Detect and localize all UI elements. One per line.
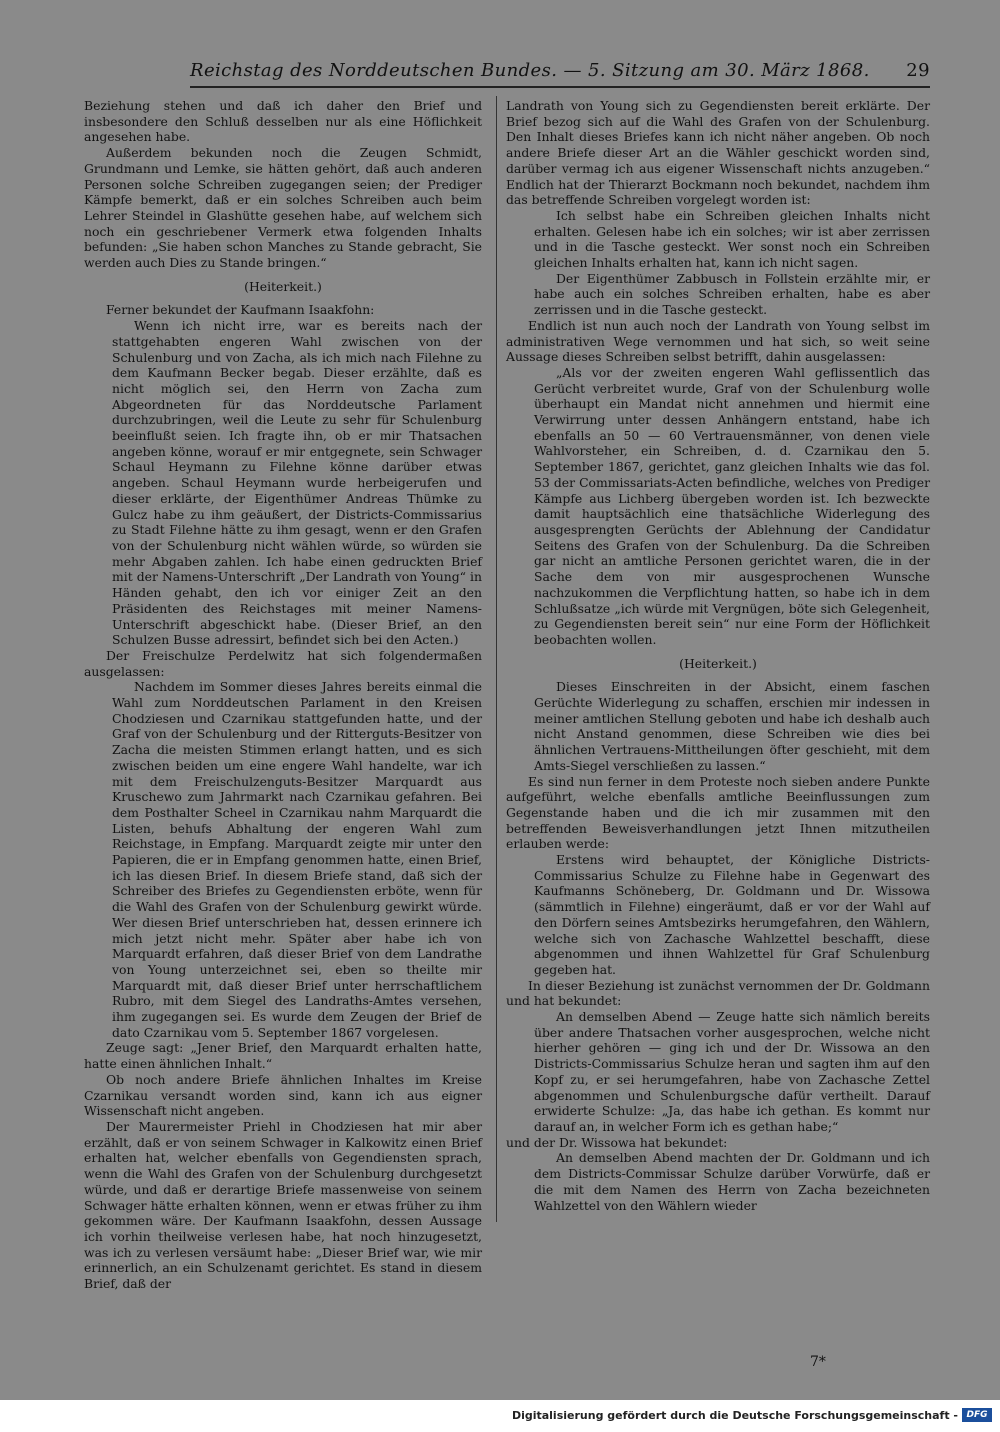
signature-mark: 7*	[810, 1354, 826, 1370]
paragraph: In dieser Beziehung ist zunächst vernommen der Dr. Goldmann und hat bekundet:	[506, 977, 930, 1009]
paragraph: Der Freischulze Perdelwitz hat sich folgendermaßen ausgelassen:	[84, 647, 482, 679]
running-header	[190, 58, 930, 84]
header-title: Reichstag des Norddeutschen Bundes. — 5. Sitzung am 30. März 1868.	[190, 60, 870, 81]
right-column	[506, 98, 930, 1213]
paragraph: An demselben Abend — Zeuge hatte sich nämlich bereits über andere Thatsachen vorher ausgesprochen, welche nicht hierher gehören — ging ich und der Dr. Wissowa an den Districts-Commissarius Schulze heran und sagten ihm auf den Kopf zu, er sei herumgefahren, habe von Zachasche Zettel abgenommen und Schulenburgsche dafür vertheilt. Darauf erwiderte Schulze: „Ja, das habe ich gethan. Es kommt nur darauf an, in welcher Form ich es gethan habe;“	[534, 1009, 930, 1134]
page-number: 29	[906, 60, 930, 81]
paragraph: An demselben Abend machten der Dr. Goldmann und ich dem Districts-Commissar Schulze darüber Vorwürfe, daß er die mit dem Namen des Herrn von Zacha bezeichneten Wahlzettel von den Wählern wieder	[534, 1150, 930, 1213]
dfg-logo: DFG	[962, 1408, 992, 1422]
paragraph: und der Dr. Wissowa hat bekundet:	[506, 1134, 728, 1150]
footer-credit: Digitalisierung gefördert durch die Deutsche Forschungsgemeinschaft -	[511, 1409, 958, 1422]
paragraph: Dieses Einschreiten in der Absicht, einem faschen Gerüchte Widerlegung zu schaffen, erschien mir indessen in meiner amtlichen Stellung geboten und habe ich deshalb auch nicht Anstand genommen, diese Schreiben wie dies bei ähnlichen Vertrauens-Mittheilungen öfter geschieht, mit dem Amts-Siegel verschließen zu lassen.“	[534, 679, 930, 773]
paragraph: Wenn ich nicht irre, war es bereits nach der stattgehabten engeren Wahl zwischen von der Schulenburg und von Zacha, als ich mich nach Filehne zu dem Kaufmann Becker begab. Dieser erzählte, daß es nicht möglich sei, den Herrn von Zacha zum Abgeordneten für das Norddeutsche Parlament durchzubringen, weil die Leute zu sehr für Schulenburg beeinflußt seien. Ich fragte ihn, ob er mir Thatsachen angeben könne, worauf er mir entgegnete, sein Schwager Schaul Heymann zu Filehne könne darüber etwas angeben. Schaul Heymann wurde herbeigerufen und dieser erklärte, der Eigenthümer Andreas Thümke zu Gulcz habe zu ihm geäußert, der Districts-Commissarius zu Stadt Filehne hätte zu ihm gesagt, wenn er den Grafen von der Schulenburg nicht wählen würde, so würden sie mehr Abgaben zahlen. Ich habe einen gedruckten Brief mit der Namens-Unterschrift „Der Landrath von Young“ in Händen gehabt, den ich vor einiger Zeit an den Präsidenten des Reichstages mit meiner Namens-Unterschrift abgeschickt habe. (Dieser Brief, an den Schulzen Busse adressirt, befindet sich bei den Acten.)	[112, 318, 482, 648]
paragraph: Es sind nun ferner in dem Proteste noch sieben andere Punkte aufgeführt, welche ebenfalls amtliche Beeinflussungen zum Gegenstande haben und die ich mir zusammen mit den betreffenden Beweisverhandlungen jetzt Ihnen mitzutheilen erlauben werde:	[506, 773, 930, 852]
paragraph: Ich selbst habe ein Schreiben gleichen Inhalts nicht erhalten. Gelesen habe ich ein solches; wir ist aber zerrissen und in die Tasche gesteckt. Wer sonst noch ein Schreiben gleichen Inhalts erhalten hat, kann ich nicht sagen.	[534, 207, 930, 271]
paragraph: Zeuge sagt: „Jener Brief, den Marquardt erhalten hatte, hatte einen ähnlichen Inhalt.“	[84, 1040, 482, 1072]
paragraph: Erstens wird behauptet, der Königliche Districts-Commissarius Schulze zu Filehne habe in Gegenwart des Kaufmanns Schöneberg, Dr. Goldmann und Dr. Wissowa (sämmtlich in Filehne) eingeräumt, daß er vor der Wahl auf den Dörfern seines Amtsbezirks herumgefahren, den Wählern, welche sich von Zachasche Wahlzettel beschafft, diese abgenommen und ihnen Wahlzettel für Graf Schulenburg gegeben hat.	[534, 852, 930, 977]
paragraph: Beziehung stehen und daß ich daher den Brief und insbesondere den Schluß desselben nur als eine Höflichkeit angesehen habe.	[84, 98, 482, 145]
paragraph: Landrath von Young sich zu Gegendiensten bereit erklärte. Der Brief bezog sich auf die Wahl des Grafen von der Schulenburg. Den Inhalt dieses Briefes kann ich nicht näher angeben. Ob noch andere Briefe dieser Art an die Wähler geschickt worden sind, darüber vermag ich aus eigener Wissenschaft nichts anzugeben.“ Endlich hat der Thierarzt Bockmann noch bekundet, nachdem ihm das betreffende Schreiben vorgelegt worden ist:	[506, 98, 930, 208]
paragraph: „Als vor der zweiten engeren Wahl geflissentlich das Gerücht verbreitet wurde, Graf von der Schulenburg wolle überhaupt ein Mandat nicht annehmen und hiermit eine Verwirrung unter dessen Anhängern entstand, habe ich ebenfalls an 50 — 60 Vertrauensmänner, von denen viele Wahlvorsteher, ein Schreiben, d. d. Czarnikau den 5. September 1867, gerichtet, ganz gleichen Inhalts wie das fol. 53 der Commissariats-Acten befindliche, welches von Prediger Kämpfe aus Lichberg übergeben worden ist. Ich bezweckte damit hauptsächlich eine thatsächliche Widerlegung des ausgesprengten Gerüchts der Ablehnung der Candidatur Seitens des Grafen von der Schulenburg. Da die Schreiben gar nicht an amtliche Personen gerichtet waren, die in der Sache dem von mir ausgesprochenen Wunsche nachzukommen die Verpflichtung hatten, so habe ich in dem Schlußsatze „ich würde mit Vergnügen, böte sich Gelegenheit, zu Gegendiensten bereit sein“ nur eine Form der Höflichkeit beobachten wollen.	[534, 364, 930, 647]
footer-bar	[0, 1400, 1000, 1432]
paragraph: Ob noch andere Briefe ähnlichen Inhaltes im Kreise Czarnikau versandt worden sind, kann ich aus eigner Wissenschaft nicht angeben.	[84, 1071, 482, 1119]
column-divider	[496, 96, 497, 1222]
paragraph: Der Eigenthümer Zabbusch in Follstein erzählte mir, er habe auch ein solches Schreiben erhalten, habe es aber zerrissen und in die Tasche gesteckt.	[534, 270, 930, 318]
paragraph: Ferner bekundet der Kaufmann Isaakfohn:	[106, 302, 375, 318]
paragraph: (Heiterkeit.)	[244, 278, 322, 294]
paragraph: Nachdem im Sommer dieses Jahres bereits einmal die Wahl zum Norddeutschen Parlament in den Kreisen Chodziesen und Czarnikau stattgefunden hatte, und der Graf von der Schulenburg und der Ritterguts-Besitzer von Zacha die meisten Stimmen erlangt hatten, und es sich zwischen beiden um eine engere Wahl handelte, war ich mit dem Freischulzenguts-Besitzer Marquardt aus Kruschewo zum Jahrmarkt nach Czarnikau gefahren. Bei dem Posthalter Scheel in Czarnikau nahm Marquardt die Listen, behufs Abhaltung der engeren Wahl zum Reichstage, in Empfang. Marquardt zeigte mir unter den Papieren, die er in Empfang genommen hatte, einen Brief, ich las diesen Brief. In diesem Briefe stand, daß sich der Schreiber des Briefes zu Gegendiensten erböte, wenn für die Wahl des Grafen von der Schulenburg gewirkt würde. Wer diesen Brief unterschrieben hat, dessen erinnere ich mich jetzt nicht mehr. Später aber habe ich von Marquardt erfahren, daß dieser Brief von dem Landrathe von Young unterzeichnet sei, eben so theilte mir Marquardt mit, daß dieser Brief unter herrschaftlichem Rubro, mit dem Siegel des Landraths-Amtes versehen, ihm zugegangen sei. Es wurde dem Zeugen der Brief de dato Czarnikau vom 5. September 1867 vorgelesen.	[112, 679, 482, 1040]
paragraph: Endlich ist nun auch noch der Landrath von Young selbst im administrativen Wege vernommen und hat sich, so weit seine Aussage dieses Schreiben selbst betrifft, dahin ausgelassen:	[506, 317, 930, 365]
paragraph: (Heiterkeit.)	[679, 655, 757, 671]
left-column	[84, 98, 482, 1292]
paragraph: Außerdem bekunden noch die Zeugen Schmidt, Grundmann und Lemke, sie hätten gehört, daß auch anderen Personen solche Schreiben zugegangen seien; der Prediger Kämpfe bemerkt, daß er ein solches Schreiben auch beim Lehrer Steindel in Glashütte gesehen habe, auf welchem sich noch ein geschriebener Vermerk etwa folgenden Inhalts befunden: „Sie haben schon Manches zu Stande gebracht, Sie werden auch Dies zu Stande bringen.“	[84, 145, 482, 271]
header-rule	[190, 86, 930, 88]
paragraph: Der Maurermeister Priehl in Chodziesen hat mir aber erzählt, daß er von seinem Schwager in Kalkowitz einen Brief erhalten hat, welcher ebenfalls von Gegendiensten sprach, wenn die Wahl des Grafen von der Schulenburg durchgesetzt würde, und daß er derartige Briefe massenweise von seinem Schwager hätte erhalten können, wenn er etwas früher zu ihm gekommen wäre. Der Kaufmann Isaakfohn, dessen Aussage ich vorhin theilweise verlesen habe, hat noch hinzugesetzt, was ich zu verlesen versäumt habe: „Dieser Brief war, wie mir erinnerlich, an ein Schulzenamt gerichtet. Es stand in diesem Brief, daß der	[84, 1119, 482, 1292]
